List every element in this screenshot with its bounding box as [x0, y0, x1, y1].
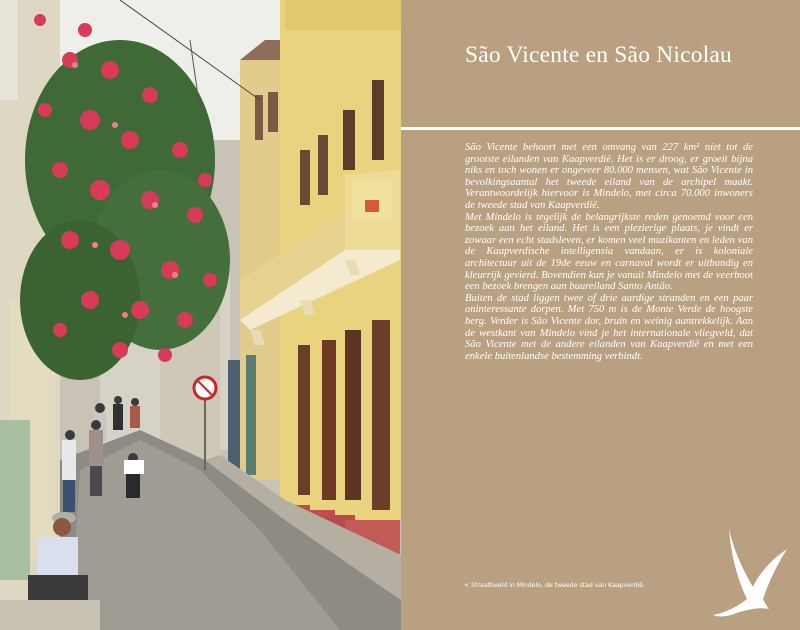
- bird-icon: [711, 527, 791, 619]
- article-body: [465, 142, 753, 362]
- text-panel: [401, 0, 800, 630]
- photo-caption: < Straatbeeld in Mindelo, de tweede stad van Kaapverdië.: [464, 582, 645, 589]
- title-divider: [401, 127, 800, 130]
- paragraph: Buiten de stad liggen twee of drie aardige stranden en een paar oninteressante dorpen. Met 750 m is de Monte Verde de hoogste berg. Verder is São Vicente dor, bruin en weinig aantrekkelijk. Aan de westkant van Mindelo vind je het internationale vliegveld, dat São Vicente met de andere eilanden van Kaapverdië en met een enkele buitenlandse bestemming verbindt.: [465, 292, 753, 362]
- paragraph: Met Mindelo is tegelijk de belangrijkste reden genoemd voor een bezoek aan het eiland. Het is een plezierige plaats, je vindt er zowaar een echt stadsleven, er komen veel muzikanten en leden van de Kaapverdische intelligensia vandaan, er is koloniale architectuur uit de 19de eeuw en carnaval wordt er uitbundig en kleurrijk gevierd. Bovendien kun je vanuit Mindelo met de veerboot een bezoek brengen aan buureiland Santo Antão.: [465, 211, 753, 293]
- page-title: São Vicente en São Nicolau: [465, 42, 733, 68]
- paragraph: São Vicente behoort met een omvang van 227 km² niet tot de grootste eilanden van Kaapverdië. Het is er droog, er groeit bijna niks en toch wonen er ongeveer 80.000 mensen, wat São Vicente in bevolkingsaantal het tweede eiland van de archipel maakt. Verantwoordelijk hiervoor is Mindelo, met circa 70.000 inwoners de tweede stad van Kaapverdië.: [465, 142, 753, 211]
